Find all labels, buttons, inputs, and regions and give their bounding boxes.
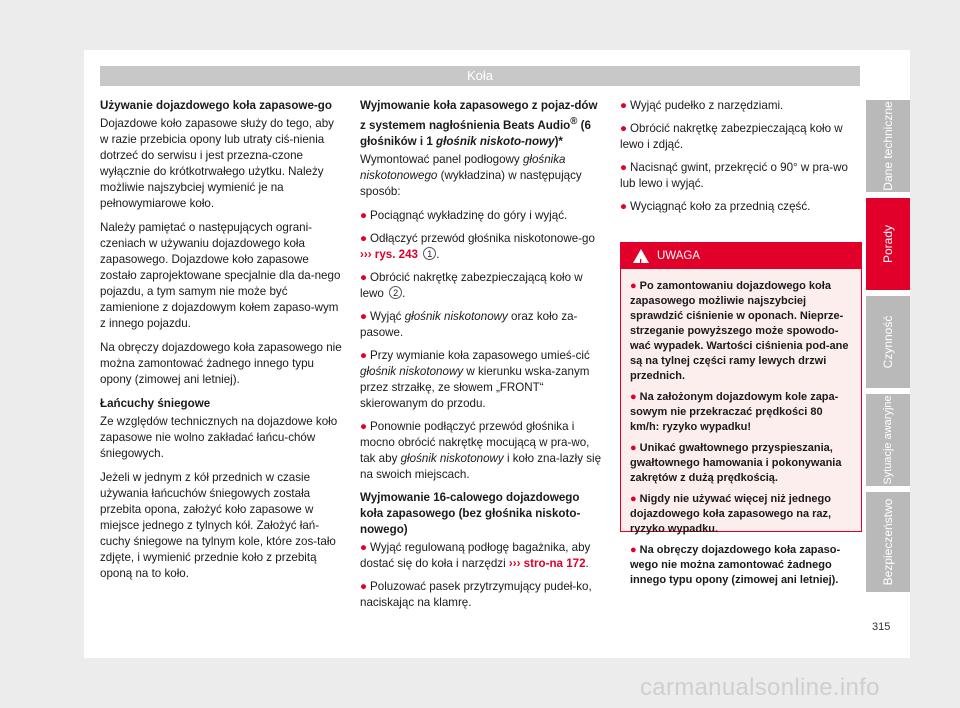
- warning-triangle-icon: [633, 249, 649, 263]
- list-item: ● Wyjąć pudełko z narzędziami.: [620, 99, 784, 112]
- paragraph: Na obręczy dojazdowego koła zapasowego nie można zamontować żadnego innego typu opony (zimowej ani letniej).: [100, 341, 342, 386]
- paragraph: Jeżeli w jednym z kół przednich w czasie używania łańcuchów śniegowych została przebita opona, założyć koło zapasowe w miejsce jednego z tylnych kół. Założyć łań-cuchy śniegowe na tylnym kole, które zos-tało zdjęte, i wymienić przednie koło z przebitą oponą na to koło.: [100, 471, 336, 580]
- heading-snow-chains: Łańcuchy śniegowe: [100, 397, 211, 410]
- column-1: [100, 98, 342, 590]
- list-item: ● Przy wymianie koła zapasowego umieś-cić głośnik niskotonowy w kierunku wska-zanym przez strzałkę, ze słowem „FRONT“ skierowanym do przodu.: [360, 348, 590, 410]
- warning-body: [621, 269, 861, 600]
- list-item: ● Wyjąć głośnik niskotonowy oraz koło za-pasowe.: [360, 309, 578, 339]
- heading-spare-wheel-use: Używanie dojazdowego koła zapasowe-go: [100, 99, 332, 112]
- list-item: ● Obrócić nakrętkę zabezpieczającą koło w lewo 2 .: [360, 270, 583, 300]
- callout-number: 2: [389, 286, 402, 299]
- warning-header: ! UWAGA: [621, 243, 861, 269]
- list-item: ● Pociągnąć wykładzinę do góry i wyjąć.: [360, 208, 568, 222]
- list-item: ● Odłączyć przewód głośnika niskotonowe-go ››› rys. 243 1 .: [360, 231, 595, 261]
- heading-beats-audio: Wyjmowanie koła zapasowego z pojaz-dów z systemem nagłośnienia Beats Audio® (6 głośników i 1 głośnik niskoto-nowy)*: [360, 99, 598, 148]
- tab-dane-techniczne[interactable]: Dane techniczne: [866, 100, 910, 192]
- paragraph: Należy pamiętać o następujących ograni-czeniach w używaniu dojazdowego koła zapasowego. Dojazdowe koło zapasowe zostało zaprojektowane specjalnie dla da-nego pojazdu, a tym samym nie może być zamienione z dojazdowym kołem zapaso-wym z innego pojazdu.: [100, 221, 341, 330]
- page-header: Koła: [100, 66, 860, 86]
- paragraph: Dojazdowe koło zapasowe służy do tego, aby w razie przebicia opony lub utraty ciś-nienia dotrzeć do serwisu i jest przezna-czone wyłącznie do krótkotrwałego użytku. Należy możliwie najszybciej wymienić je na pełnowymiarowe koło.: [100, 117, 334, 210]
- warning-item: ● Na obręczy dojazdowego koła zapaso-wego nie można zamontować żadnego innego typu opony (zimowej ani letniej).: [630, 544, 841, 586]
- list-item: ● Ponownie podłączyć przewód głośnika i mocno obrócić nakrętkę mocującą w pra-wo, tak aby głośnik niskotonowy i koło zna-lazły się na swoich miejscach.: [360, 419, 602, 481]
- column-3: [620, 98, 862, 222]
- paragraph: Ze względów technicznych na dojazdowe koło zapasowe nie wolno zakładać łańcu-chów śniegowych.: [100, 415, 338, 460]
- page-number: 315: [872, 621, 891, 633]
- list-item: ● Wyjąć regulowaną podłogę bagażnika, aby dostać się do koła i narzędzi ››› stro-na 172.: [360, 540, 591, 570]
- warning-box: [620, 242, 862, 586]
- watermark: carmanualsonline.info: [640, 674, 880, 701]
- heading-16-inch-spare: Wyjmowanie 16-calowego dojazdowego koła zapasowego (bez głośnika niskoto-nowego): [360, 490, 581, 536]
- list-item: ● Nacisnąć gwint, przekręcić o 90° w pra-wo lub lewo i wyjąć.: [620, 161, 848, 190]
- warning-item: ● Unikać gwałtownego przyspieszania, gwałtownego hamowania i pokonywania zakrętów z dużą prędkością.: [630, 442, 842, 484]
- paragraph: Wymontować panel podłogowy głośnika niskotonowego (wykładzina) w następujący sposób:: [360, 152, 582, 198]
- warning-item: ● Nigdy nie używać więcej niż jednego dojazdowego koła zapasowego na raz, ryzyko wypadku.: [630, 493, 832, 535]
- list-item: ● Poluzować pasek przytrzymujący pudeł-ko, naciskając na klamrę.: [360, 579, 592, 609]
- page-reference-link[interactable]: ››› stro-na 172: [508, 556, 586, 570]
- column-2: [360, 98, 602, 618]
- warning-item: ● Na założonym dojazdowym kole zapa-sowym nie przekraczać prędkości 80 km/h: ryzyko wypadku!: [630, 391, 839, 433]
- callout-number: 1: [423, 247, 436, 260]
- tab-porady[interactable]: Porady: [866, 198, 910, 290]
- list-item: ● Wyciągnąć koło za przednią część.: [620, 200, 811, 213]
- tab-bezpieczenstwo[interactable]: Bezpieczeństwo: [866, 492, 910, 592]
- warning-item: ● Po zamontowaniu dojazdowego koła zapasowego możliwie najszybciej sprawdzić ciśnienie w oponach. Nieprze-strzeganie powyższego może spowodo-wać wypadek. Wartości ciśnienia pod-ane są na tylnej części ramy lewych drzwi przednich.: [630, 280, 849, 382]
- figure-reference-link[interactable]: ››› rys. 243: [360, 247, 418, 261]
- tab-sytuacje-awaryjne[interactable]: Sytuacje awaryjne: [866, 394, 910, 486]
- list-item: ● Obrócić nakrętkę zabezpieczającą koło w lewo i zdjąć.: [620, 122, 843, 151]
- tab-czynnosc[interactable]: Czynność: [866, 296, 910, 388]
